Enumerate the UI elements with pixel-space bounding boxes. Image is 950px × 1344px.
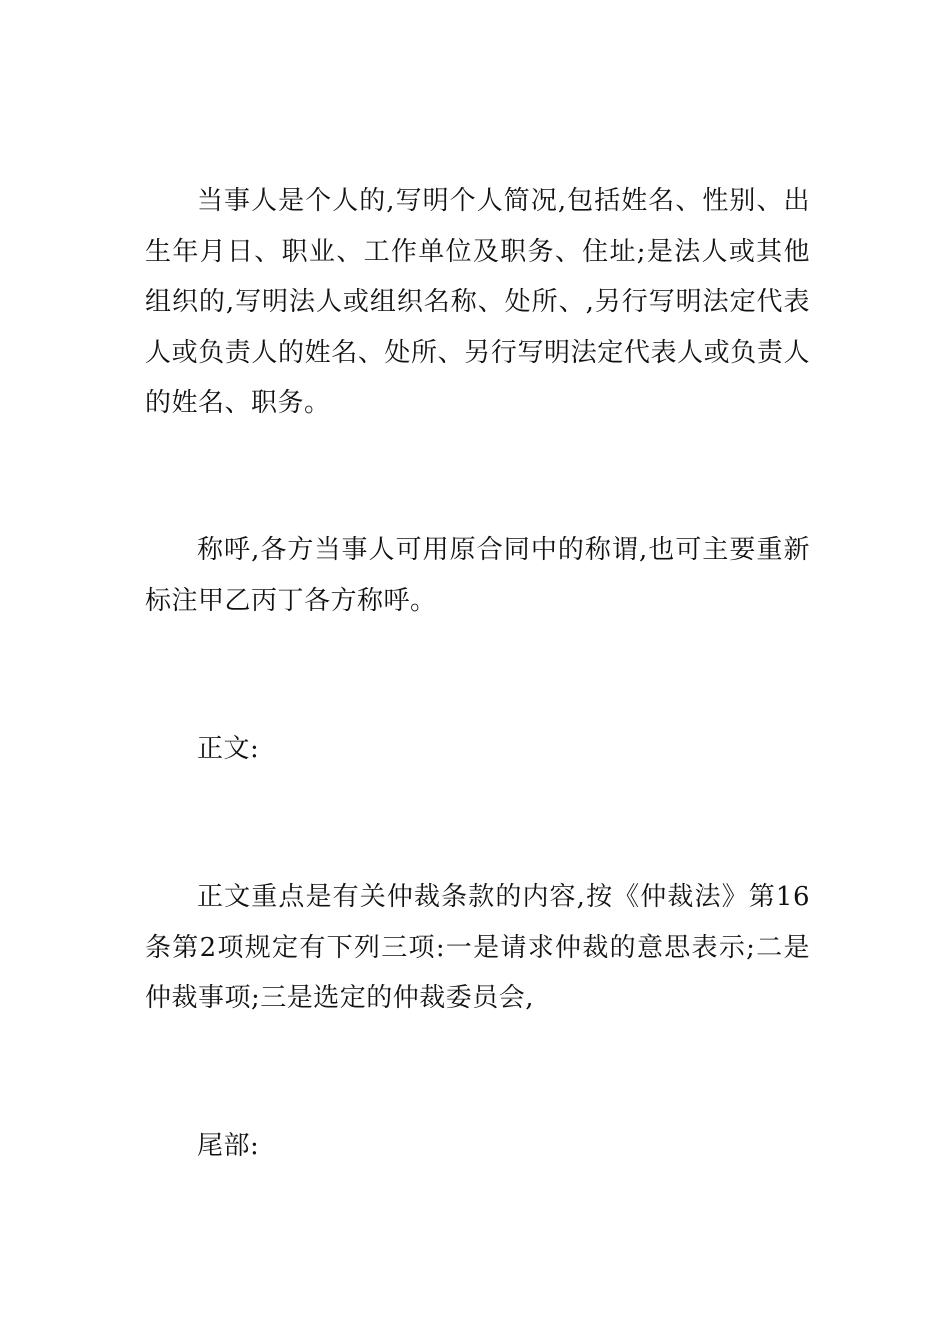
paragraph-arbitration-clause: 正文重点是有关仲裁条款的内容,按《仲裁法》第16条第2项规定有下列三项:一是请求仲裁的意思表示;二是仲裁事项;三是选定的仲裁委员会,: [145, 882, 810, 1013]
heading-main-body: 正文:: [197, 734, 260, 764]
heading-ending: 尾部:: [197, 1131, 260, 1161]
paragraph-party-naming: 称呼,各方当事人可用原合同中的称谓,也可主要重新标注甲乙丙丁各方称呼。: [145, 535, 810, 616]
paragraph-party-description: 当事人是个人的,写明个人简况,包括姓名、性别、出生年月日、职业、工作单位及职务、住址;是法人或其他组织的,写明法人或组织名称、处所、,另行写明法定代表人或负责人的姓名、处所、另行写明法定代表人或负责人的姓名、职务。: [145, 186, 810, 418]
